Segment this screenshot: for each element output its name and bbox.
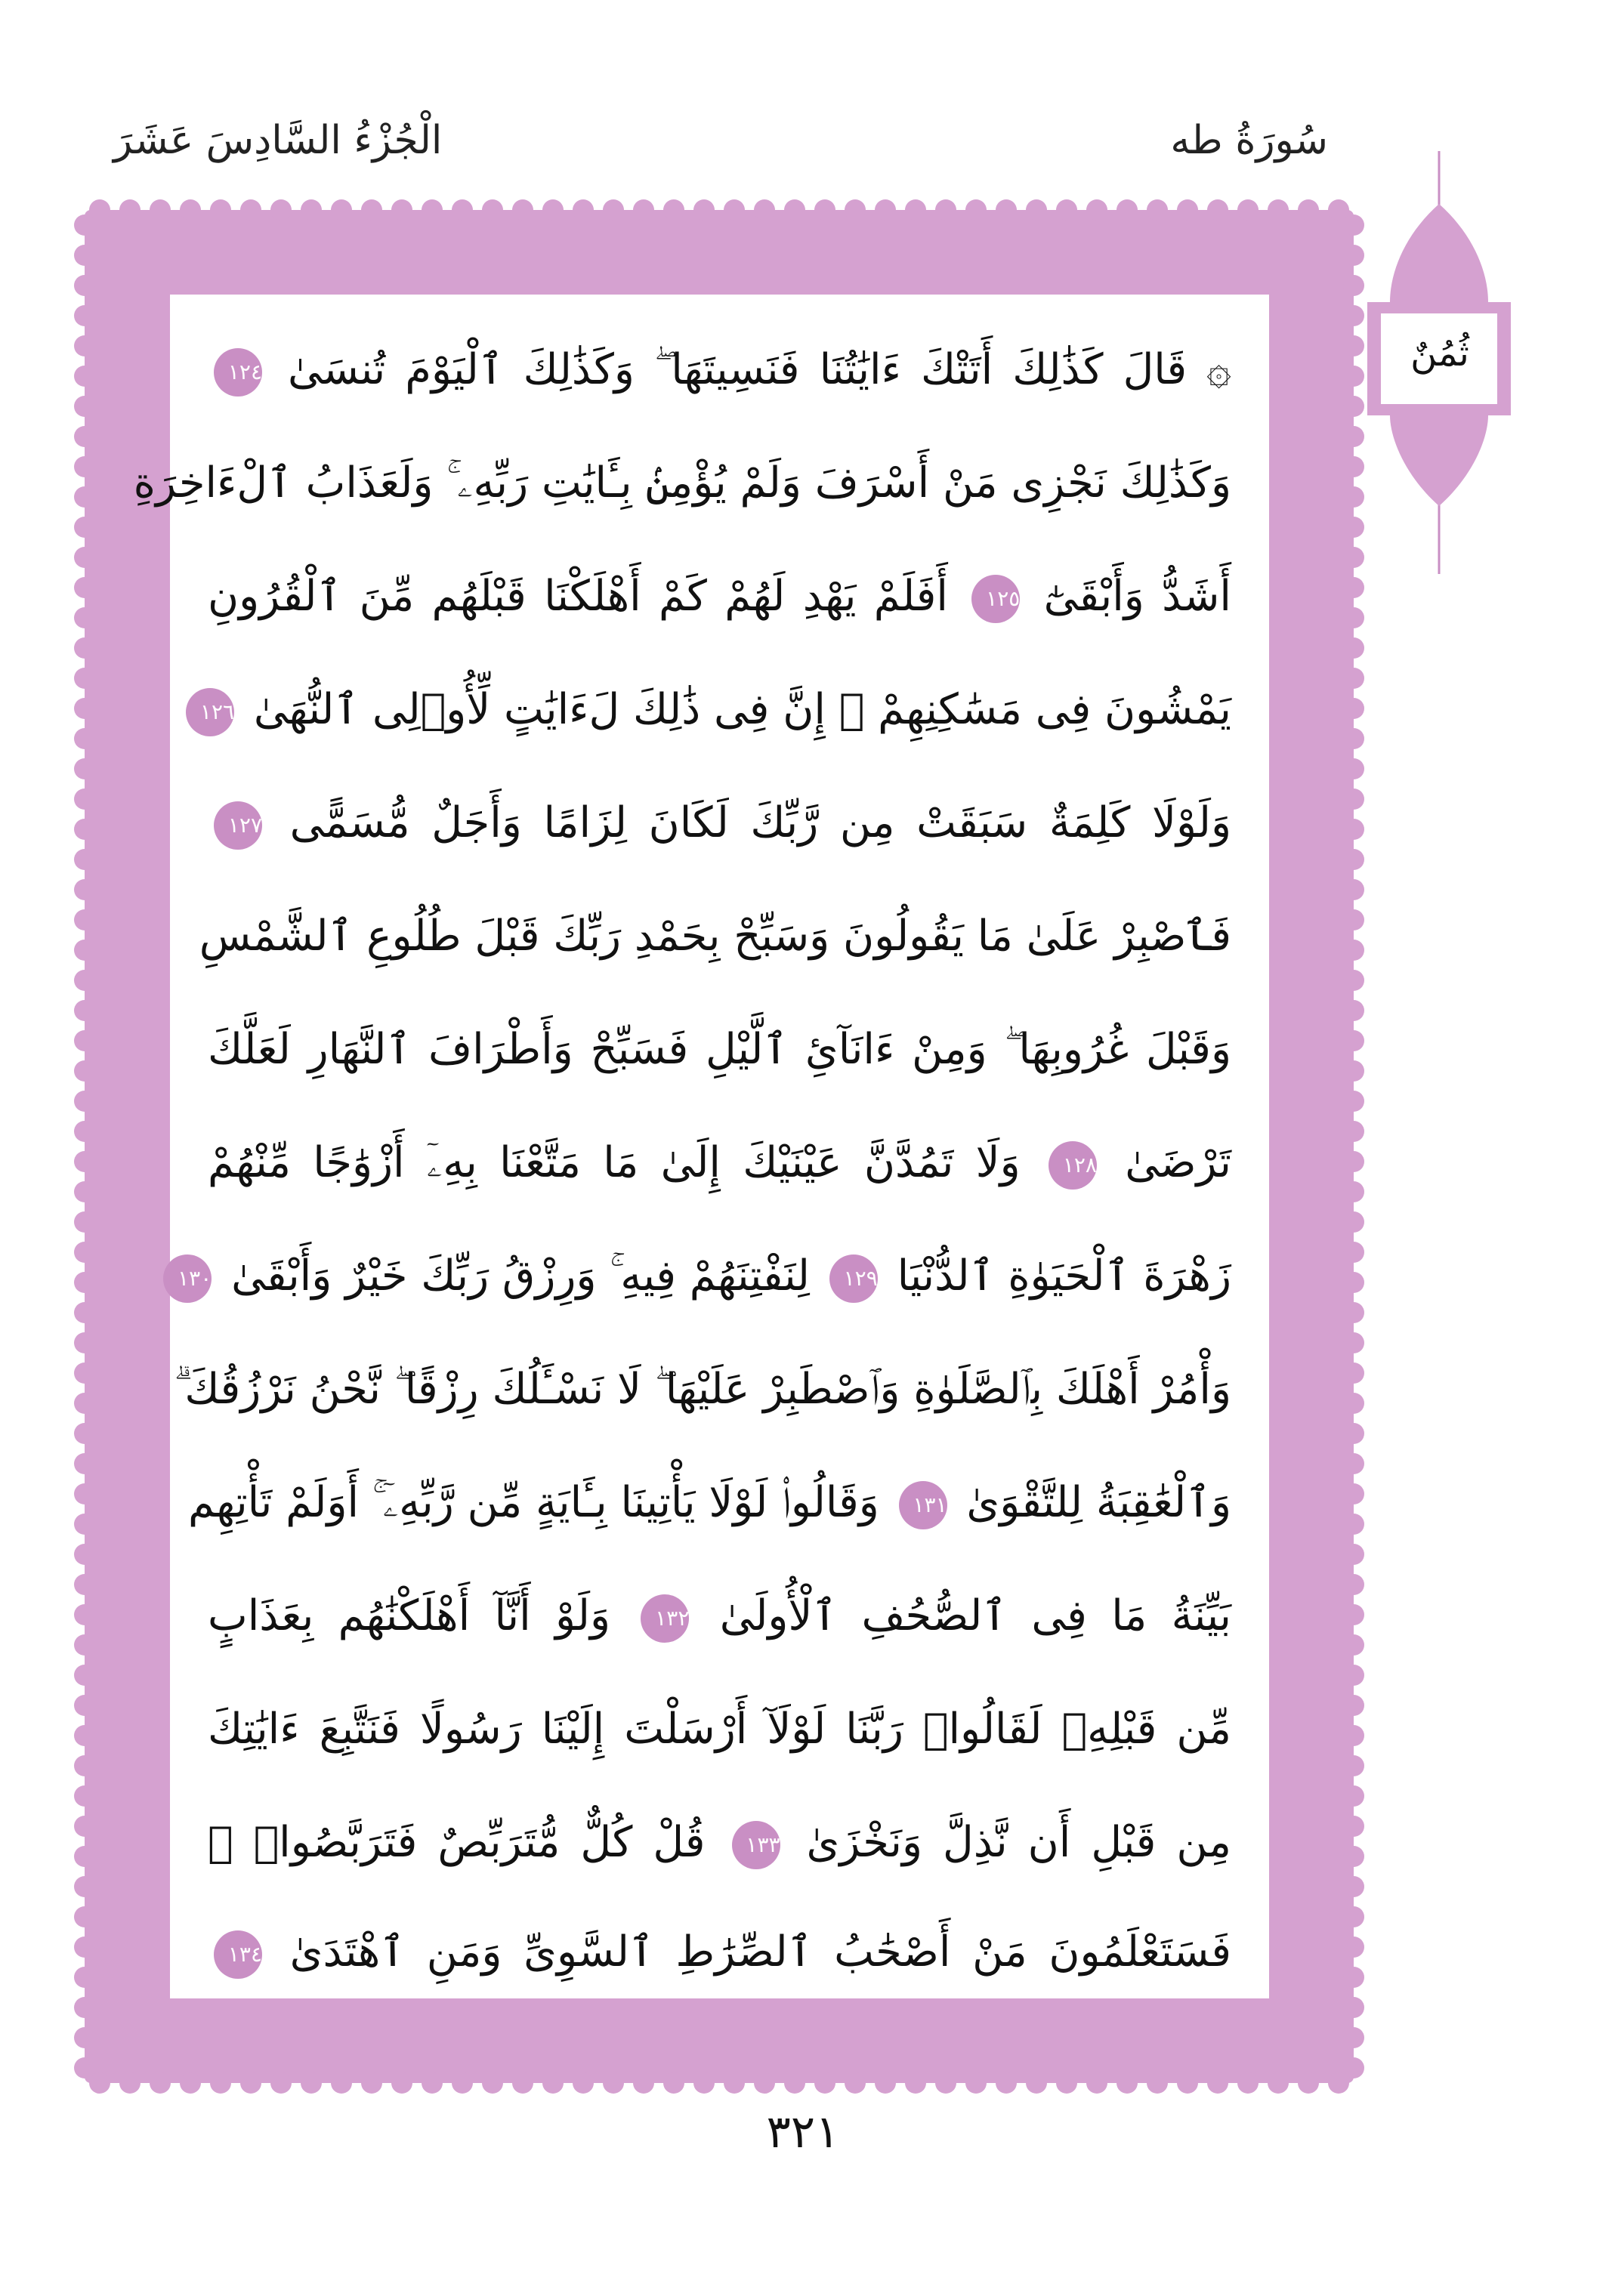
surah-name: سُورَةُ طه — [1170, 118, 1328, 163]
juz-name: الْجُزْءُ السَّادِسَ عَشَرَ — [113, 118, 443, 163]
ayah-number-marker: ١٣٣ — [732, 1821, 780, 1869]
ayah-number-marker: ١٣٠ — [163, 1254, 212, 1303]
verse-line: وَقَبْلَ غُرُوبِهَا ۖ وَمِنْ ءَانَآئِ ٱلَّيْلِ فَسَبِّحْ وَأَطْرَافَ ٱلنَّهَارِ لَعَلَّكَ — [208, 1025, 1231, 1074]
verse-line: فَسَتَعْلَمُونَ مَنْ أَصْحَٰبُ ٱلصِّرَٰطِ ٱلسَّوِىِّ وَمَنِ ٱهْتَدَىٰ ١٣٤ — [208, 1896, 1231, 2009]
verse-line: وَكَذَٰلِكَ نَجْزِى مَنْ أَسْرَفَ وَلَمْ يُؤْمِنۢ بِـَٔايَٰتِ رَبِّهِۦ ۚ وَلَعَذَابُ ٱلْءَاخِرَةِ — [133, 458, 1231, 508]
ayah-number-marker: ١٢٤ — [214, 348, 262, 397]
page-number: ٣٢١ — [766, 2106, 840, 2159]
ayah-number-marker: ١٢٧ — [214, 801, 262, 850]
ayah-number-marker: ١٣٤ — [214, 1930, 262, 1979]
verse-line: مِن قَبْلِ أَن نَّذِلَّ وَنَخْزَىٰ ١٣٣ قُلْ كُلٌّ مُّتَرَبِّصٌ فَتَرَبَّصُوا۟ ۖ — [208, 1786, 1231, 1899]
verse-line: يَمْشُونَ فِى مَسَٰكِنِهِمْ ۗ إِنَّ فِى ذَٰلِكَ لَءَايَٰتٍ لِّأُو۟لِى ٱلنُّهَىٰ ١٢٦ — [208, 653, 1231, 767]
verse-line: وَلَوْلَا كَلِمَةٌ سَبَقَتْ مِن رَّبِّكَ لَكَانَ لِزَامًا وَأَجَلٌ مُّسَمًّى ١٢٧ — [208, 767, 1231, 880]
ayah-number-marker: ١٣٢ — [641, 1594, 689, 1643]
verse-line: بَيِّنَةُ مَا فِى ٱلصُّحُفِ ٱلْأُولَىٰ ١٣٢ وَلَوْ أَنَّآ أَهْلَكْنَٰهُم بِعَذَابٍ — [208, 1560, 1231, 1673]
ayah-number-marker: ١٢٦ — [186, 688, 234, 736]
verse-line: فَٱصْبِرْ عَلَىٰ مَا يَقُولُونَ وَسَبِّحْ بِحَمْدِ رَبِّكَ قَبْلَ طُلُوعِ ٱلشَّمْسِ — [199, 912, 1231, 961]
ayah-number-marker: ١٢٨ — [1049, 1141, 1097, 1190]
ayah-number-marker: ١٢٩ — [829, 1254, 878, 1303]
ayah-number-marker: ١٢٥ — [971, 575, 1020, 623]
hizb-label: ثُمُنٌ — [1410, 332, 1469, 375]
ayah-number-marker: ١٣١ — [899, 1481, 947, 1529]
verse-line: تَرْضَىٰ ١٢٨ وَلَا تَمُدَّنَّ عَيْنَيْكَ إِلَىٰ مَا مَتَّعْنَا بِهِۦٓ أَزْوَٰجًا مِّنْهُمْ — [208, 1106, 1231, 1220]
verse-line: وَٱلْعَٰقِبَةُ لِلتَّقْوَىٰ ١٣١ وَقَالُوا۟ لَوْلَا يَأْتِينَا بِـَٔايَةٍ مِّن رَّبِّهِۦٓ ۚ أَوَلَمْ تَأْتِهِم — [208, 1446, 1231, 1560]
verse-line: مِّن قَبْلِهِۦ لَقَالُوا۟ رَبَّنَا لَوْلَآ أَرْسَلْتَ إِلَيْنَا رَسُولًا فَنَتَّبِعَ ءَايَٰتِكَ — [208, 1705, 1231, 1754]
verse-line: ۞ قَالَ كَذَٰلِكَ أَتَتْكَ ءَايَٰتُنَا فَنَسِيتَهَا ۖ وَكَذَٰلِكَ ٱلْيَوْمَ تُنسَىٰ ١٢٤ — [208, 313, 1231, 427]
verse-line: زَهْرَةَ ٱلْحَيَوٰةِ ٱلدُّنْيَا ١٢٩ لِنَفْتِنَهُمْ فِيهِ ۚ وَرِزْقُ رَبِّكَ خَيْرٌ وَأَبْقَىٰ ١٣٠ — [208, 1220, 1231, 1333]
verse-line: وَأْمُرْ أَهْلَكَ بِٱلصَّلَوٰةِ وَٱصْطَبِرْ عَلَيْهَا ۖ لَا نَسْـَٔلُكَ رِزْقًا ۖ نَّحْنُ نَرْزُقُكَ ۗ — [174, 1365, 1231, 1414]
verse-line: أَشَدُّ وَأَبْقَىٰٓ ١٢٥ أَفَلَمْ يَهْدِ لَهُمْ كَمْ أَهْلَكْنَا قَبْلَهُم مِّنَ ٱلْقُرُونِ — [208, 540, 1231, 653]
